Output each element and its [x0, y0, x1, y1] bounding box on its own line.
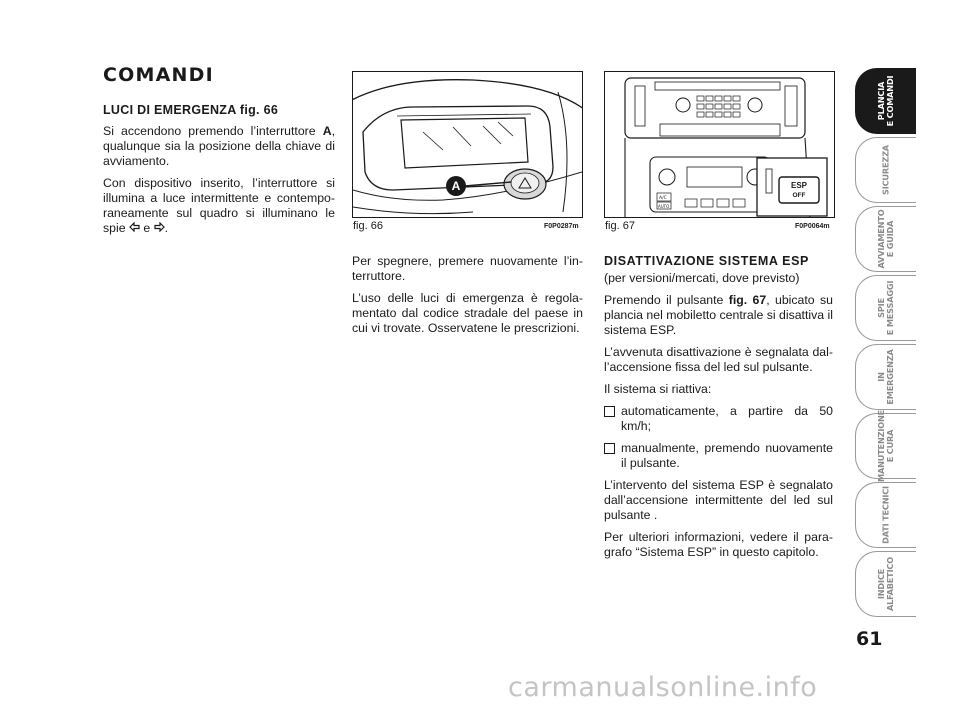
esp-p1-text-end: , ubicato su plancia nel mobiletto centrale si disattiva il sistema ESP.: [604, 293, 833, 337]
list-item-text: automaticamente, a partire da 50 km/h;: [621, 404, 833, 433]
tab-sicurezza[interactable]: [855, 137, 916, 203]
tab-label: DATI TECNICI: [880, 486, 891, 544]
auto-label: AUTO: [658, 204, 670, 209]
column-2: [352, 254, 583, 343]
hazard-regulation-paragraph: L’uso delle luci di emergenza è regolamentato dal codice stradale del paese in cui vi trovate. Osservatene le prescrizioni.: [352, 291, 583, 335]
figure-66-caption: fig. 66: [353, 220, 383, 232]
hazard-p2-text: Con dispositivo inserito, l’interruttore si illumina a luce intermittente e contemporaneamente sul quadro si illuminano le spie: [103, 176, 335, 235]
esp-paragraph-2: L’avvenuta disattivazione è segnalata dall’accensione fissa del led sul pulsante.: [604, 345, 833, 374]
tab-manutenzione-e-cura[interactable]: [855, 409, 916, 483]
esp-heading: DISATTIVAZIONE SISTEMA ESP: [604, 254, 809, 268]
arrow-right-turn-icon: [154, 221, 165, 235]
figure-66-hazard-switch: [352, 71, 583, 218]
tab-dati-tecnici[interactable]: [855, 482, 916, 548]
hazard-p2-and: e: [139, 221, 154, 235]
esp-paragraph-3: Il sistema si riattiva:: [604, 382, 712, 396]
tab-plancia-e-comandi[interactable]: [855, 68, 916, 134]
list-item: [604, 441, 833, 471]
esp-button-label: ESP: [790, 181, 808, 190]
hazard-p1-text: Si accendono premendo l’interruttore: [103, 124, 323, 138]
figure-67-esp-button: [604, 71, 835, 218]
tab-indice-alfabetico[interactable]: [855, 551, 916, 617]
hazard-p1-text-end: , qualunque sia la posizione della chiave di avviamento.: [103, 124, 335, 168]
arrow-left-turn-icon: [129, 221, 140, 235]
esp-fig-ref: fig. 67: [728, 293, 767, 307]
tab-label: SPIE E MESSAGGI: [876, 280, 895, 336]
tab-label: IN EMERGENZA: [876, 349, 895, 405]
hazard-paragraph-1: [103, 124, 335, 169]
hazard-p2-end: .: [164, 221, 169, 235]
section-title: COMANDI: [103, 64, 214, 86]
checkbox-icon: [604, 406, 615, 417]
esp-button-off-label: OFF: [792, 192, 806, 199]
callout-a-label: A: [451, 179, 461, 193]
switch-key-label: A: [322, 124, 332, 138]
tab-label: SICUREZZA: [880, 145, 891, 195]
column-3: [604, 254, 833, 567]
tab-in-emergenza[interactable]: [855, 344, 916, 410]
figure-67-code: F0P0064m: [795, 223, 830, 230]
esp-paragraph-4: L’intervento del sistema ESP è segnalato dall’accensione intermittente del led sul pulsante .: [604, 478, 833, 522]
esp-subheading: (per versioni/mercati, dove previsto): [604, 271, 800, 285]
column-1: [103, 64, 335, 243]
hazard-paragraph-2: [103, 176, 335, 236]
checkbox-icon: [604, 443, 615, 454]
ac-label: A/C: [659, 196, 667, 201]
callout-a: [446, 176, 466, 196]
watermark: carmanualsonline.info: [508, 672, 818, 703]
tab-avviamento-e-guida[interactable]: [855, 206, 916, 272]
figure-66-code: F0P0287m: [544, 223, 579, 230]
list-item: [604, 404, 833, 434]
tab-label: AVVIAMENTO E GUIDA: [876, 209, 895, 269]
page-number: 61: [856, 628, 883, 650]
esp-p1-text: Premendo il pulsante: [604, 293, 729, 307]
tab-spie-e-messaggi[interactable]: [855, 275, 916, 341]
hazard-lights-heading: LUCI DI EMERGENZA fig. 66: [103, 103, 279, 117]
tab-label: INDICE ALFABETICO: [876, 557, 895, 611]
tab-label: MANUTENZIONE E CURA: [876, 409, 895, 483]
figure-67-caption: fig. 67: [605, 220, 635, 232]
esp-paragraph-5: Per ulteriori informazioni, vedere il paragrafo “Sistema ESP” in questo capitolo.: [604, 530, 833, 559]
list-item-text: manualmente, premendo nuovamente il pulsante.: [621, 441, 833, 470]
tab-label: PLANCIA E COMANDI: [876, 75, 895, 127]
hazard-off-paragraph: Per spegnere, premere nuovamente l’interruttore.: [352, 254, 583, 283]
esp-paragraph-1: [604, 293, 833, 338]
